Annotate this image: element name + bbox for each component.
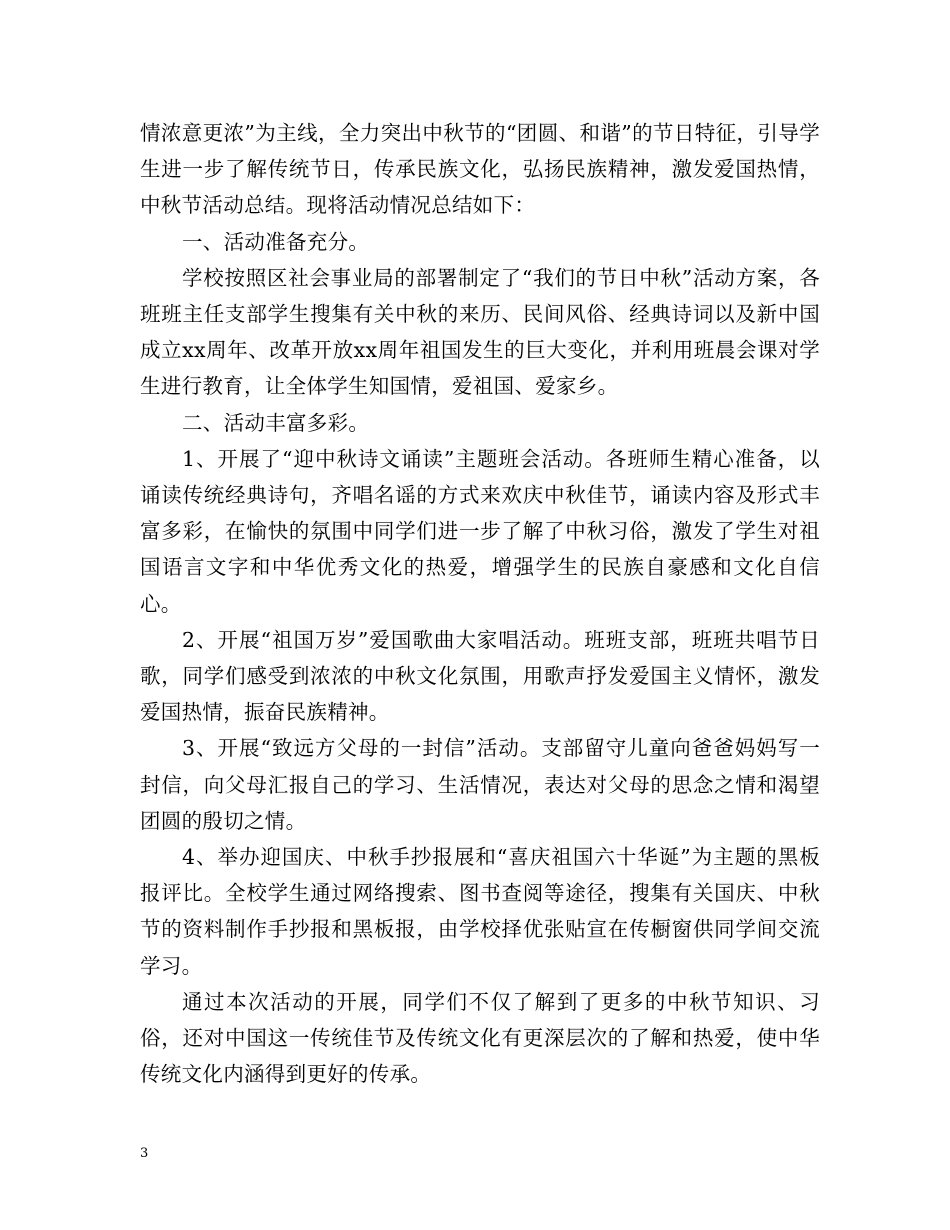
paragraph-continued: 情浓意更浓”为主线，全力突出中秋节的“团圆、和谐”的节日特征，引导学生进一步了解传统节日，传承民族文化，弘扬民族精神，激发爱国热情，中秋节活动总结。现将活动情况总结如下： [140, 121, 820, 218]
paragraph-activity-1: 1、开展了“迎中秋诗文诵读”主题班会活动。各班师生精心准备，以诵读传统经典诗句，齐唱名谣的方式来欢庆中秋佳节，诵读内容及形式丰富多彩，在愉快的氛围中同学们进一步了解了中秋习俗，激发了学生对祖国语言文字和中华优秀文化的热爱，增强学生的民族自豪感和文化自信心。 [140, 446, 820, 616]
paragraph-activity-2: 2、开展“祖国万岁”爱国歌曲大家唱活动。班班支部，班班共唱节日歌，同学们感受到浓浓的中秋文化氛围，用歌声抒发爱国主义情怀，激发爱国热情，振奋民族精神。 [140, 627, 820, 725]
section-heading-activities: 二、活动丰富多彩。 [182, 410, 370, 435]
paragraph-activity-3: 3、开展“致远方父母的一封信”活动。支部留守儿童向爸爸妈妈写一封信，向父母汇报自己的学习、生活情况，表达对父母的思念之情和渴望团圆的殷切之情。 [140, 736, 820, 833]
paragraph-conclusion: 通过本次活动的开展，同学们不仅了解到了更多的中秋节知识、习俗，还对中国这一传统佳节及传统文化有更深层次的了解和热爱，使中华传统文化内涵得到更好的传承。 [140, 989, 820, 1087]
section-heading-preparation: 一、活动准备充分。 [182, 229, 370, 254]
page-number: 3 [140, 1146, 149, 1161]
document-body [140, 115, 820, 1092]
paragraph-preparation: 学校按照区社会事业局的部署制定了“我们的节日中秋”活动方案，各班班主任支部学生搜集有关中秋的来历、民间风俗、经典诗词以及新中国成立xx周年、改革开放xx周年祖国发生的巨大变化，并利用班晨会课对学生进行教育，让全体学生知国情，爱祖国、爱家乡。 [140, 265, 820, 399]
paragraph-activity-4: 4、举办迎国庆、中秋手抄报展和“喜庆祖国六十华诞”为主题的黑板报评比。全校学生通过网络搜索、图书查阅等途径，搜集有关国庆、中秋节的资料制作手抄报和黑板报，由学校择优张贴宣在传橱窗供同学间交流学习。 [140, 845, 820, 978]
